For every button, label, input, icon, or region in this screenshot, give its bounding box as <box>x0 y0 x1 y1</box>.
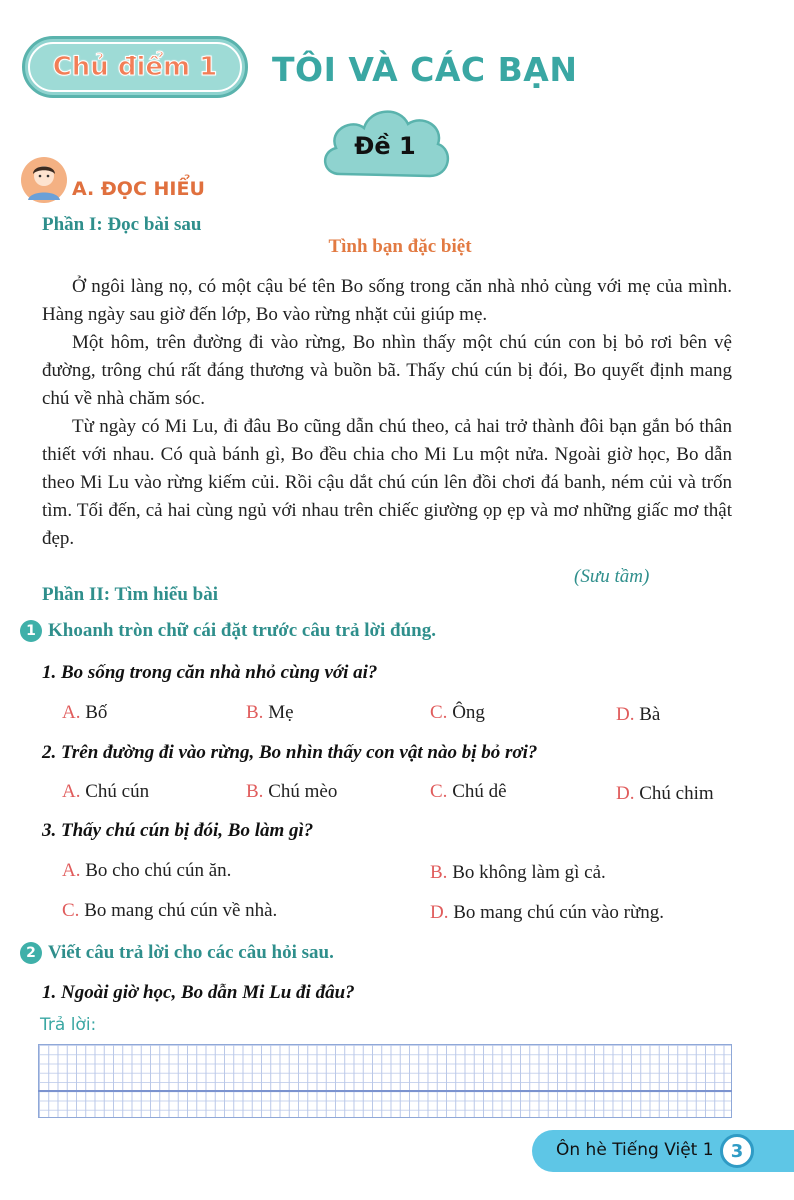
page-number-badge <box>720 1134 754 1168</box>
story-paragraph: Từ ngày có Mi Lu, đi đâu Bo cũng dẫn chú theo, cả hai trở thành đôi bạn gắn bó thân thiết với nhau. Có quà bánh gì, Bo đều chia cho Mi Lu một nửa. Ngoài giờ học, Bo dẫn theo Mi Lu vào rừng kiếm củi. Rồi cậu dắt chú cún lên đồi chơi đá banh, ném củi và trốn tìm. Tối đến, cả hai cùng ngủ với nhau trên chiếc giường ọp ẹp và mơ những giấc mơ thật đẹp. <box>42 416 732 549</box>
part1-heading: Phần I: Đọc bài sau <box>42 214 202 235</box>
task2-question: 1. Ngoài giờ học, Bo dẫn Mi Lu đi đâu? <box>42 982 355 1003</box>
option-2a[interactable]: A. Chú cún <box>62 781 150 802</box>
task1-heading <box>20 620 436 642</box>
option-1a[interactable]: A. Bố <box>62 702 108 723</box>
answer-writing-grid[interactable] <box>38 1044 732 1118</box>
option-3d[interactable]: D. Bo mang chú cún vào rừng. <box>430 902 665 923</box>
question-2: 2. Trên đường đi vào rừng, Bo nhìn thấy con vật nào bị bỏ rơi? <box>42 742 538 763</box>
task-number-badge: 2 <box>20 942 42 964</box>
task-number-badge: 1 <box>20 620 42 642</box>
task2-heading <box>20 942 334 964</box>
student-avatar-icon <box>20 156 68 204</box>
option-2d[interactable]: D. Chú chim <box>616 783 714 804</box>
option-3b[interactable]: B. Bo không làm gì cả. <box>430 862 606 883</box>
option-1d[interactable]: D. Bà <box>616 704 661 725</box>
question-1: 1. Bo sống trong căn nhà nhỏ cùng với ai? <box>42 662 378 683</box>
option-3c[interactable]: C. Bo mang chú cún về nhà. <box>62 900 278 921</box>
story-paragraph: Ở ngôi làng nọ, có một cậu bé tên Bo sống trong căn nhà nhỏ cùng với mẹ của mình. Hàng ngày sau giờ đến lớp, Bo vào rừng nhặt củi giúp mẹ. <box>42 276 732 325</box>
option-3a[interactable]: A. Bo cho chú cún ăn. <box>62 860 232 881</box>
task2-instruction: Viết câu trả lời cho các câu hỏi sau. <box>48 942 334 963</box>
option-1c[interactable]: C. Ông <box>430 702 485 723</box>
story-paragraph: Một hôm, trên đường đi vào rừng, Bo nhìn thấy một chú cún con bị bỏ rơi bên vệ đường, trông chú rất đáng thương và buồn bã. Thấy chú cún bị đói, Bo quyết định mang chú về nhà chăm sóc. <box>42 332 732 409</box>
story-text <box>42 273 732 553</box>
question-3: 3. Thấy chú cún bị đói, Bo làm gì? <box>42 820 314 841</box>
option-2b[interactable]: B. Chú mèo <box>246 781 338 802</box>
story-title: Tình bạn đặc biệt <box>328 236 472 257</box>
option-2c[interactable]: C. Chú dê <box>430 781 507 802</box>
answer-label: Trả lời: <box>40 1015 97 1035</box>
option-1b[interactable]: B. Mẹ <box>246 702 294 723</box>
theme-title: TÔI VÀ CÁC BẠN <box>272 50 578 89</box>
page-number: 3 <box>730 1140 744 1162</box>
book-title: Ôn hè Tiếng Việt 1 <box>556 1140 714 1160</box>
part2-heading: Phần II: Tìm hiểu bài <box>42 584 218 605</box>
section-a-title: A. ĐỌC HIỂU <box>72 178 205 200</box>
story-source: (Sưu tầm) <box>574 566 650 587</box>
de-label: Đề 1 <box>354 132 416 160</box>
chu-diem-label: Chủ điểm 1 <box>28 42 242 92</box>
task1-instruction: Khoanh tròn chữ cái đặt trước câu trả lời đúng. <box>48 620 436 641</box>
chu-diem-badge <box>22 36 248 98</box>
grid-divider <box>38 1090 732 1092</box>
